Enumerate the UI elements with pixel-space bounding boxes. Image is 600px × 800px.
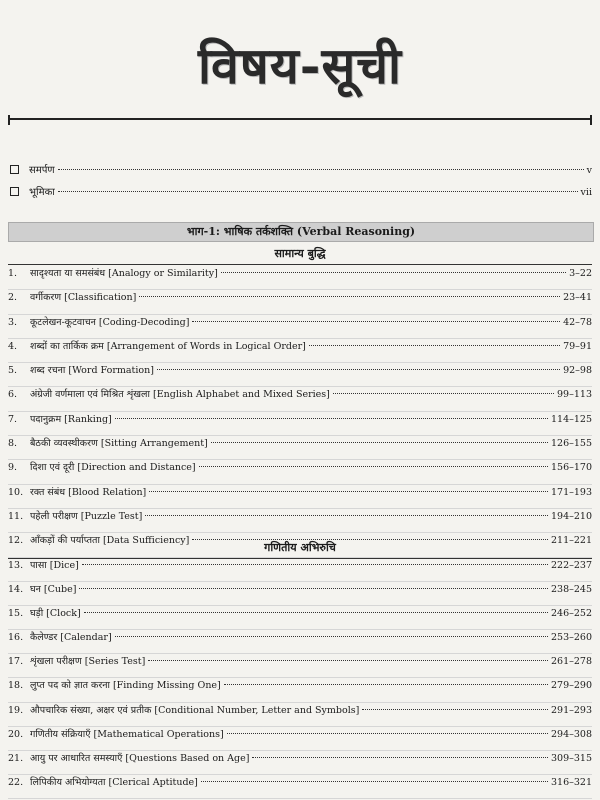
entry-number: 9. (8, 462, 18, 474)
checkbox-bullet-icon (10, 187, 19, 196)
dot-leader (252, 757, 548, 758)
dot-leader (82, 564, 548, 565)
entry-pages: 253–260 (550, 632, 592, 644)
entry-number: 2. (8, 292, 18, 304)
dot-leader (148, 660, 548, 661)
dot-leader (84, 612, 548, 613)
entry-number: 13. (8, 560, 24, 571)
dot-leader (199, 466, 548, 467)
entry-title: कूटलेखन-कूटवाचन [Coding-Decoding] (30, 316, 190, 328)
dot-leader (333, 393, 554, 394)
entry-number: 4. (8, 340, 18, 352)
toc-entry[interactable] (8, 485, 592, 509)
entry-pages: 246–252 (550, 608, 592, 620)
dot-leader (115, 418, 548, 419)
section1-list (8, 266, 592, 558)
toc-entry[interactable] (8, 727, 592, 751)
dot-leader (201, 781, 548, 782)
dot-leader (58, 169, 584, 170)
entry-title: आयु पर आधारित समस्याएँ [Questions Based on Age] (30, 752, 250, 764)
entry-title: पहेली परीक्षण [Puzzle Test] (30, 510, 143, 522)
entry-title: आँकड़ों की पर्याप्तता [Data Sufficiency] (30, 535, 190, 547)
dot-leader (79, 588, 548, 589)
entry-number: 6. (8, 389, 18, 401)
entry-number: 12. (8, 535, 24, 547)
dot-leader (309, 345, 560, 346)
dot-leader (145, 515, 548, 516)
toc-entry[interactable] (8, 582, 592, 606)
toc-entry[interactable] (8, 703, 592, 727)
dot-leader (211, 442, 548, 443)
entry-title: बैठकी व्यवस्थीकरण [Sitting Arrangement] (30, 438, 208, 450)
dot-leader (227, 733, 548, 734)
section-heading: सामान्य बुद्धि (8, 244, 592, 265)
entry-number: 19. (8, 704, 24, 716)
entry-number: 5. (8, 365, 18, 377)
entry-title: कैलेण्डर [Calendar] (30, 632, 112, 644)
entry-pages: 309–315 (550, 752, 592, 764)
entry-title: शृंखला परीक्षण [Series Test] (30, 656, 146, 668)
dot-leader (224, 684, 548, 685)
entry-pages: 79–91 (563, 340, 592, 352)
entry-title: घड़ी [Clock] (30, 608, 81, 620)
dot-leader (192, 321, 560, 322)
entry-number: 15. (8, 608, 24, 620)
entry-pages: 261–278 (550, 656, 592, 668)
toc-entry[interactable] (8, 460, 592, 484)
toc-entry[interactable] (8, 436, 592, 460)
toc-entry[interactable] (8, 315, 592, 339)
entry-title: लुप्त पद को ज्ञात करना [Finding Missing One] (30, 680, 221, 692)
entry-number: 10. (8, 486, 24, 498)
front-matter-item[interactable]: भूमिका vii (10, 184, 592, 206)
toc-entry[interactable] (8, 509, 592, 533)
entry-pages: 316–321 (550, 776, 592, 788)
entry-pages: 222–237 (550, 560, 592, 571)
entry-pages: 279–290 (550, 680, 592, 692)
entry-title: रक्त संबंध [Blood Relation] (30, 486, 147, 498)
entry-pages: 294–308 (550, 728, 592, 740)
entry-pages: 156–170 (550, 462, 592, 474)
entry-title: शब्द रचना [Word Formation] (30, 365, 154, 377)
entry-pages: 194–210 (550, 510, 592, 522)
entry-title: दिशा एवं दूरी [Direction and Distance] (30, 462, 196, 474)
section-heading: गणितीय अभिरुचि (8, 538, 592, 559)
entry-number: 17. (8, 656, 24, 668)
page-title: विषय-सूची (198, 36, 402, 95)
dot-leader (139, 296, 560, 297)
toc-entry[interactable] (8, 387, 592, 411)
entry-number: 11. (8, 510, 24, 522)
dot-leader (362, 709, 548, 710)
entry-pages: 238–245 (550, 584, 592, 596)
entry-pages: 291–293 (550, 704, 592, 716)
entry-title: पासा [Dice] (30, 560, 79, 571)
entry-title: लिपिकीय अभियोग्यता [Clerical Aptitude] (30, 776, 198, 788)
toc-entry[interactable] (8, 558, 592, 582)
toc-entry[interactable] (8, 290, 592, 314)
dot-leader (115, 636, 548, 637)
toc-entry[interactable] (8, 751, 592, 775)
entry-pages: 114–125 (550, 413, 592, 425)
entry-title: पदानुक्रम [Ranking] (30, 413, 112, 425)
dot-leader (221, 272, 566, 273)
entry-pages: 171–193 (550, 486, 592, 498)
entry-number: 18. (8, 680, 24, 692)
dot-leader (149, 491, 548, 492)
entry-pages: 42–78 (563, 316, 592, 328)
toc-entry[interactable] (8, 266, 592, 290)
checkbox-bullet-icon (10, 165, 19, 174)
front-matter-item[interactable]: समर्पण v (10, 162, 592, 184)
entry-pages: 3–22 (569, 268, 592, 279)
toc-entry[interactable] (8, 339, 592, 363)
entry-number: 20. (8, 728, 24, 740)
entry-title: गणितीय संक्रियाएँ [Mathematical Operations] (30, 728, 224, 740)
toc-entry[interactable] (8, 412, 592, 436)
entry-title: घन [Cube] (30, 584, 77, 596)
entry-title: अंग्रेजी वर्णमाला एवं मिश्रित शृंखला [English Alphabet and Mixed Series] (30, 389, 330, 401)
entry-title: शब्दों का तार्किक क्रम [Arrangement of Words in Logical Order] (30, 340, 306, 352)
front-matter-list (10, 162, 592, 206)
entry-title: वर्गीकरण [Classification] (30, 292, 137, 304)
entry-number: 21. (8, 752, 24, 764)
entry-number: 3. (8, 316, 18, 328)
dot-leader (157, 369, 560, 370)
entry-number: 8. (8, 438, 18, 450)
toc-entry[interactable] (8, 630, 592, 654)
toc-entry[interactable] (8, 363, 592, 387)
toc-entry[interactable] (8, 678, 592, 702)
entry-number: 7. (8, 413, 18, 425)
entry-pages: 99–113 (557, 389, 592, 401)
title-rule (8, 118, 592, 120)
toc-entry[interactable] (8, 654, 592, 678)
part-banner: भाग-1: भाषिक तर्कशक्ति (Verbal Reasoning) (8, 222, 594, 242)
entry-pages: 126–155 (550, 438, 592, 450)
entry-number: 16. (8, 632, 24, 644)
section2-list (8, 558, 592, 799)
toc-entry[interactable] (8, 775, 592, 799)
toc-entry[interactable] (8, 606, 592, 630)
entry-pages: 23–41 (563, 292, 592, 304)
entry-number: 22. (8, 776, 24, 788)
entry-pages: 92–98 (563, 365, 592, 377)
entry-number: 1. (8, 268, 18, 279)
dot-leader (58, 191, 578, 192)
entry-title: औपचारिक संख्या, अक्षर एवं प्रतीक [Conditional Number, Letter and Symbols] (30, 704, 360, 716)
entry-title: सादृश्यता या समसंबंध [Analogy or Similarity] (30, 268, 218, 279)
entry-number: 14. (8, 584, 24, 596)
entry-pages: 211–221 (550, 535, 592, 547)
